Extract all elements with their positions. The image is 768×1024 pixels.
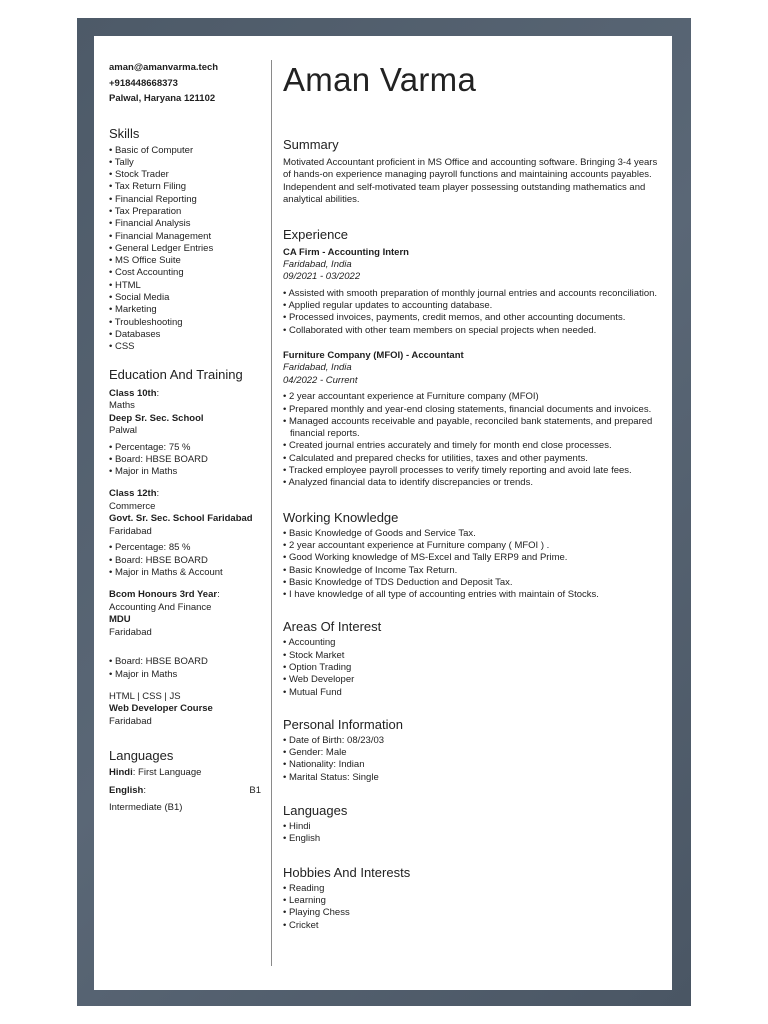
education-entry bbox=[109, 589, 261, 681]
job-point: • Tracked employee payroll processes to verify timely reporting and avoid late fees. bbox=[283, 465, 663, 477]
interest-item: • Option Trading bbox=[283, 662, 663, 674]
education-entries bbox=[109, 388, 261, 729]
school-location: Faridabad bbox=[109, 715, 152, 727]
skill-item: • Cost Accounting bbox=[109, 267, 261, 279]
section-title: Hobbies And Interests bbox=[283, 864, 411, 880]
job-title: CA Firm - Accounting Intern bbox=[283, 246, 409, 258]
skill-item: • CSS bbox=[109, 341, 261, 353]
skill-item: • Troubleshooting bbox=[109, 317, 261, 329]
language-label: English bbox=[109, 784, 144, 796]
school-location: Faridabad bbox=[109, 626, 152, 638]
school-name: Govt. Sr. Sec. School Faridabad bbox=[109, 513, 253, 525]
education-entry bbox=[109, 388, 261, 479]
degree-colon: : bbox=[217, 589, 220, 601]
knowledge-item: • 2 year accountant experience at Furniture company ( MFOI ) . bbox=[283, 540, 663, 552]
job-point: • Applied regular updates to accounting database. bbox=[283, 300, 663, 312]
knowledge-item: • I have knowledge of all type of accounting entries with maintain of Stocks. bbox=[283, 589, 663, 601]
skills-section bbox=[109, 126, 261, 354]
job-point: • Collaborated with other team members on special projects when needed. bbox=[283, 325, 663, 337]
section-title: Areas Of Interest bbox=[283, 619, 382, 635]
hobby-item: • Cricket bbox=[283, 920, 663, 932]
education-point: • Major in Maths bbox=[109, 669, 261, 681]
right-column bbox=[283, 60, 663, 932]
working-knowledge-section bbox=[283, 510, 663, 602]
job-dates: 04/2022 - Current bbox=[283, 374, 358, 386]
education-point: • Percentage: 85 % bbox=[109, 542, 261, 554]
skill-item: • Basic of Computer bbox=[109, 145, 261, 157]
section-title: Skills bbox=[109, 125, 140, 141]
job-dates: 09/2021 - 03/2022 bbox=[283, 271, 361, 283]
section-title: Languages bbox=[109, 748, 174, 764]
section-title: Education And Training bbox=[109, 366, 243, 382]
section-title: Languages bbox=[283, 803, 348, 819]
school-name: Deep Sr. Sec. School bbox=[109, 412, 204, 424]
personal-info-item: • Gender: Male bbox=[283, 747, 663, 759]
skill-item: • Marketing bbox=[109, 304, 261, 316]
languages-section-right bbox=[283, 803, 663, 846]
phone: +918448668373 bbox=[109, 77, 178, 89]
experience-section bbox=[283, 227, 663, 490]
personal-info-item: • Marital Status: Single bbox=[283, 772, 663, 784]
skill-item: • Financial Management bbox=[109, 231, 261, 243]
job-location: Faridabad, India bbox=[283, 362, 352, 374]
job-point: • Prepared monthly and year-end closing statements, financial documents and invoices. bbox=[283, 404, 663, 416]
section-title: Summary bbox=[283, 137, 339, 152]
job-point: • Analyzed financial data to identify discrepancies or trends. bbox=[283, 477, 663, 489]
interest-item: • Accounting bbox=[283, 637, 663, 649]
contact-block bbox=[109, 60, 261, 107]
job-location: Faridabad, India bbox=[283, 259, 352, 271]
hobby-item: • Learning bbox=[283, 895, 663, 907]
education-section bbox=[109, 367, 261, 729]
language-colon: : bbox=[143, 784, 146, 796]
language-value: : First Language bbox=[132, 767, 202, 779]
personal-info-item: • Nationality: Indian bbox=[283, 759, 663, 771]
interest-item: • Mutual Fund bbox=[283, 687, 663, 699]
job-point: • Managed accounts receivable and payable, reconciled bank statements, and prepared financial reports. bbox=[283, 416, 663, 441]
summary-section bbox=[283, 137, 663, 207]
language-item: • English bbox=[283, 833, 663, 845]
hobby-item: • Playing Chess bbox=[283, 907, 663, 919]
email: aman@amanvarma.tech bbox=[109, 62, 219, 73]
skill-item: • Financial Reporting bbox=[109, 194, 261, 206]
education-point: • Board: HBSE BOARD bbox=[109, 454, 261, 466]
skill-item: • Stock Trader bbox=[109, 169, 261, 181]
education-entry bbox=[109, 691, 261, 729]
skill-item: • HTML bbox=[109, 280, 261, 292]
degree-colon: : bbox=[156, 488, 160, 500]
skill-item: • General Ledger Entries bbox=[109, 243, 261, 255]
education-point: • Percentage: 75 % bbox=[109, 442, 261, 454]
section-title: Working Knowledge bbox=[283, 509, 399, 525]
section-title: Personal Information bbox=[283, 716, 403, 732]
job-point: • 2 year accountant experience at Furniture company (MFOI) bbox=[283, 391, 663, 403]
job-entry bbox=[283, 350, 663, 490]
field-of-study: HTML | CSS | JS bbox=[109, 690, 181, 702]
interest-item: • Web Developer bbox=[283, 674, 663, 686]
hobbies-list bbox=[283, 883, 663, 932]
language-row-english bbox=[109, 785, 261, 798]
job-point: • Assisted with smooth preparation of monthly journal entries and accounts reconciliation. bbox=[283, 288, 663, 300]
job-title: Furniture Company (MFOI) - Accountant bbox=[283, 350, 464, 362]
education-point: • Major in Maths & Account bbox=[109, 567, 261, 579]
areas-of-interest-section bbox=[283, 619, 663, 698]
languages-section-left bbox=[109, 748, 261, 815]
knowledge-item: • Good Working knowledge of MS-Excel and Tally ERP9 and Prime. bbox=[283, 552, 663, 564]
degree: Class 10th bbox=[109, 387, 157, 399]
personal-info-item: • Date of Birth: 08/23/03 bbox=[283, 735, 663, 747]
field-of-study: Accounting And Finance bbox=[109, 601, 212, 613]
language-item: • Hindi bbox=[283, 821, 663, 833]
knowledge-item: • Basic Knowledge of Goods and Service Tax. bbox=[283, 528, 663, 540]
candidate-name: Aman Varma bbox=[283, 61, 477, 98]
degree-colon: : bbox=[156, 387, 160, 399]
language-row-hindi bbox=[109, 767, 261, 780]
hobbies-section bbox=[283, 865, 663, 932]
working-knowledge-list bbox=[283, 528, 663, 602]
education-entry bbox=[109, 488, 261, 579]
school-location: Palwal bbox=[109, 425, 137, 437]
left-column bbox=[109, 60, 261, 815]
language-level: B1 bbox=[249, 784, 261, 796]
knowledge-item: • Basic Knowledge of Income Tax Return. bbox=[283, 565, 663, 577]
education-point: • Major in Maths bbox=[109, 466, 261, 478]
areas-of-interest-list bbox=[283, 637, 663, 698]
personal-information-list bbox=[283, 735, 663, 784]
hobby-item: • Reading bbox=[283, 883, 663, 895]
knowledge-item: • Basic Knowledge of TDS Deduction and Deposit Tax. bbox=[283, 577, 663, 589]
job-point: • Processed invoices, payments, credit memos, and other accounting documents. bbox=[283, 312, 663, 324]
address: Palwal, Haryana 121102 bbox=[109, 93, 216, 104]
education-point: • Board: HBSE BOARD bbox=[109, 656, 261, 668]
language-description: Intermediate (B1) bbox=[109, 802, 183, 814]
field-of-study: Commerce bbox=[109, 500, 156, 512]
job-point: • Calculated and prepared checks for utilities, taxes and other payments. bbox=[283, 453, 663, 465]
field-of-study: Maths bbox=[109, 400, 135, 412]
section-title: Experience bbox=[283, 226, 349, 242]
skill-item: • MS Office Suite bbox=[109, 255, 261, 267]
school-location: Faridabad bbox=[109, 525, 152, 537]
personal-information-section bbox=[283, 717, 663, 784]
school-name: Web Developer Course bbox=[109, 703, 213, 715]
job-point: • Created journal entries accurately and timely for month end close processes. bbox=[283, 440, 663, 452]
interest-item: • Stock Market bbox=[283, 650, 663, 662]
skill-item: • Tax Return Filing bbox=[109, 181, 261, 193]
column-divider bbox=[271, 60, 272, 966]
skill-item: • Social Media bbox=[109, 292, 261, 304]
job-list bbox=[283, 247, 663, 490]
skills-list bbox=[109, 145, 261, 354]
school-name: MDU bbox=[109, 614, 131, 626]
language-label: Hindi bbox=[109, 767, 133, 779]
summary-text: Motivated Accountant proficient in MS Office and accounting software. Bringing 3-4 years of hands-on experience managing payroll functions and maintaining accounts payables. Independent and self-motivated team player possessing outstanding mathematics and analytical abilities. bbox=[283, 157, 658, 206]
skill-item: • Tally bbox=[109, 157, 261, 169]
skill-item: • Tax Preparation bbox=[109, 206, 261, 218]
education-point: • Board: HBSE BOARD bbox=[109, 555, 261, 567]
languages-list bbox=[283, 821, 663, 846]
degree: Class 12th bbox=[109, 488, 157, 500]
skill-item: • Databases bbox=[109, 329, 261, 341]
job-entry bbox=[283, 247, 663, 337]
skill-item: • Financial Analysis bbox=[109, 218, 261, 230]
degree: Bcom Honours 3rd Year bbox=[109, 589, 218, 601]
